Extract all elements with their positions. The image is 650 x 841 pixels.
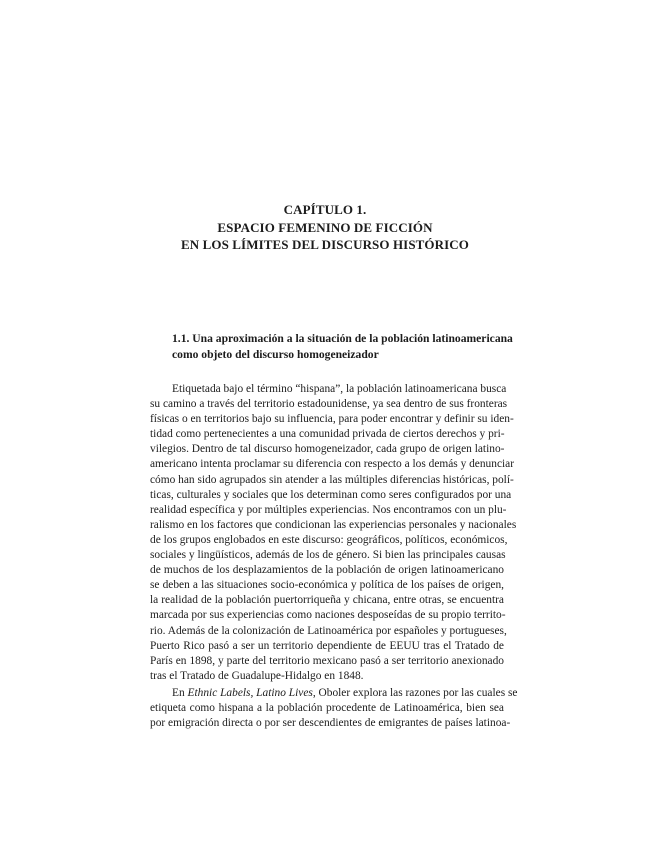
paragraph-line: por emigración directa o por ser descendientes de emigrantes de países latinoa- — [150, 717, 511, 730]
paragraph-line: tidad como pertenecientes a una comunidad privada de ciertos derechos y pri- — [150, 428, 505, 441]
paragraph-line: la realidad de la población puertorriqueña y chicana, entre otras, se encuentra — [150, 594, 504, 607]
paragraph-line: se deben a las situaciones socio-económica y política de los países de origen, — [150, 579, 504, 592]
chapter-label: CAPÍTULO 1. — [283, 202, 367, 217]
paragraph-line: realidad específica y por múltiples experiencias. Nos encontramos con un plu- — [150, 503, 507, 516]
chapter-heading — [0, 201, 650, 254]
paragraph-line: rio. Además de la colonización de Latinoamérica por españoles y portugueses, — [150, 624, 507, 637]
paragraph-line: vilegios. Dentro de tal discurso homogeneizador, cada grupo de origen latino- — [150, 443, 505, 456]
paragraph-line: sociales y lingüísticos, además de los de género. Si bien las principales causas — [150, 549, 506, 562]
paragraph-line: ticas, culturales y sociales que los determinan como seres configurados por una — [150, 488, 512, 501]
paragraph-2 — [150, 686, 518, 731]
chapter-title-line-1: ESPACIO FEMENINO DE FICCIÓN — [217, 219, 433, 235]
section-heading-line-2: como objeto del discurso homogeneizador — [172, 348, 379, 361]
paragraph-line: de los grupos englobados en este discurso: geográficos, políticos, económicos, — [150, 533, 508, 546]
chapter-title-line-2: EN LOS LÍMITES DEL DISCURSO HISTÓRICO — [181, 237, 469, 252]
body-text — [150, 382, 518, 731]
paragraph-line: marcada por sus experiencias como naciones desposeídas de su propio territo- — [150, 609, 506, 622]
paragraph-line: su camino a través del territorio estadounidense, ya sea dentro de sus fronteras — [150, 398, 508, 411]
paragraph-line: físicas o en territorios bajo su influencia, para poder encontrar y definir su iden- — [150, 413, 514, 426]
paragraph-line: cómo han sido agrupados sin atender a las múltiples diferencias históricas, polí- — [150, 473, 514, 486]
paragraph-line: ralismo en los factores que condicionan las experiencias personales y nacionales — [150, 518, 517, 531]
paragraph-1 — [150, 382, 517, 684]
paragraph-line: americano intenta proclamar su diferencia con respecto a los demás y denunciar — [150, 458, 515, 471]
paragraph-line: etiqueta como hispana a la población procedente de Latinoamérica, bien sea — [150, 701, 504, 714]
book-title: Ethnic Labels, Latino Lives — [187, 686, 313, 699]
section-heading — [172, 331, 512, 363]
paragraph-line: de muchos de los desplazamientos de la población de origen latinoamericano — [150, 564, 504, 577]
paragraph-line: París en 1898, y parte del territorio mexicano pasó a ser territorio anexionado — [150, 654, 504, 667]
section-heading-line-1: 1.1. Una aproximación a la situación de la población latinoamericana — [172, 332, 513, 345]
paragraph-2-lead-rest: , Oboler explora las razones por las cuales se — [312, 686, 518, 699]
paragraph-line: tras el Tratado de Guadalupe-Hidalgo en 1848. — [150, 669, 364, 682]
paragraph-line: Puerto Rico pasó a ser un territorio dependiente de EEUU tras el Tratado de — [150, 639, 504, 652]
paragraph-line: Etiquetada bajo el término “hispana”, la población latinoamericana busca — [172, 383, 507, 395]
paragraph-line — [150, 686, 518, 701]
paragraph-2-lead-prefix: En — [172, 686, 188, 699]
